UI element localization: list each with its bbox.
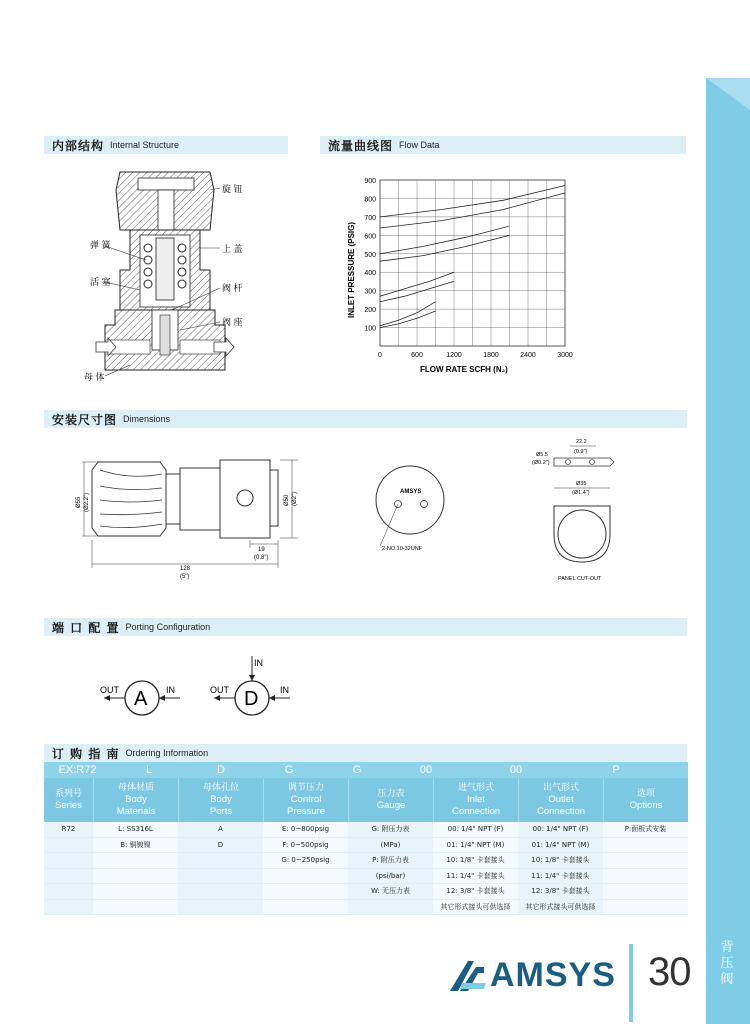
ordering-cell: [178, 900, 263, 916]
port-a-in: IN: [166, 685, 175, 695]
brand-logo: [448, 956, 616, 995]
chart-x-tick: 0: [378, 352, 382, 359]
ordering-cell: P:面板式安装: [603, 822, 688, 838]
chart-x-tick: 1800: [483, 352, 499, 359]
ordering-cell: [603, 869, 688, 885]
ordering-cell: [44, 900, 93, 916]
ordering-header-en2: Pressure: [286, 806, 325, 817]
chart-y-tick: 900: [364, 178, 376, 185]
ordering-header-col: [263, 778, 348, 822]
ordering-header-en1: Inlet: [467, 794, 485, 805]
dim-w222: 22.2: [576, 439, 587, 445]
ordering-cell: [93, 869, 178, 885]
ordering-cell: [93, 853, 178, 869]
side-band: [706, 0, 750, 1024]
section-title-cn: 端 口 配 置: [52, 620, 120, 635]
dim-length: 128: [180, 566, 191, 572]
section-internal-structure: [44, 136, 288, 154]
section-title-en: Flow Data: [399, 140, 440, 150]
dim-d55: Ø55: [76, 496, 82, 508]
section-flow-data: [320, 136, 686, 154]
ordering-header-col: [44, 778, 93, 822]
ordering-cell: [178, 884, 263, 900]
ordering-cell: L: SS316L: [93, 822, 178, 838]
chart-y-tick: 500: [364, 251, 376, 259]
chart-y-tick: 200: [364, 307, 376, 315]
front-brand-text: AMSYS: [400, 489, 422, 495]
ordering-header-cn: 调节压力: [287, 783, 324, 793]
panel-cutout-label: PANEL CUT-OUT: [558, 576, 602, 582]
section-title-en: Porting Configuration: [125, 622, 211, 632]
dim-h19-in: (0.8"): [254, 555, 269, 561]
ordering-header-en1: Outlet: [548, 794, 574, 805]
side-band-diagonal: [706, 0, 750, 120]
port-config-d: [210, 656, 290, 715]
ordering-cell: R72: [44, 822, 93, 838]
ordering-cell: B: 铜镀镍: [93, 838, 178, 854]
ordering-cell: 其它形式接头可供选择: [433, 900, 518, 916]
ex-material: L: [145, 764, 153, 776]
ex-ports: D: [217, 764, 225, 776]
ordering-cell: [603, 900, 688, 916]
chart-x-label: FLOW RATE SCFH (N₂): [420, 365, 508, 374]
ordering-column: [348, 822, 433, 915]
ordering-cell: D: [178, 838, 263, 854]
ordering-cell: [348, 900, 433, 916]
ordering-header-col: [518, 778, 603, 822]
dim-d50: Ø50: [284, 494, 290, 506]
ordering-header-cn: 出气形式: [542, 783, 579, 793]
ordering-cell: G: 附压力表: [348, 822, 433, 838]
port-a-letter: A: [134, 688, 148, 710]
dim-d35-in: (Ø1.4"): [572, 490, 590, 496]
ordering-header-en2: Ports: [209, 806, 233, 817]
ordering-cell: (MPa): [348, 838, 433, 854]
chart-y-tick: 700: [364, 214, 376, 222]
ordering-cell: 01: 1/4" NPT (M): [433, 838, 518, 854]
port-d-letter: D: [244, 688, 259, 710]
brand-logo-icon: [448, 959, 486, 993]
ordering-cell: [44, 853, 93, 869]
ordering-header-col: [433, 778, 518, 822]
chart-y-label: INLET PRESSURE (PSIG): [347, 221, 356, 318]
section-title-cn: 内部结构: [52, 138, 105, 153]
ordering-cell: [44, 884, 93, 900]
ordering-column: [518, 822, 603, 915]
ordering-cell: A: [178, 822, 263, 838]
chart-x-tick: 600: [411, 352, 423, 359]
ordering-cell: [93, 884, 178, 900]
ordering-cell: P: 附压力表: [348, 853, 433, 869]
ordering-cell: [603, 884, 688, 900]
ordering-cell: E: 0~800psig: [263, 822, 348, 838]
page-number: 30: [648, 950, 691, 994]
dim-h19: 19: [258, 547, 265, 553]
ordering-header-en1: Gauge: [376, 800, 406, 811]
ex-pressure: G: [284, 764, 294, 776]
ex-gauge: G: [352, 764, 362, 776]
ordering-cell: W: 无压力表: [348, 884, 433, 900]
ordering-cell: 12: 3/8" 卡套接头: [518, 884, 603, 900]
chart-x-tick: 1200: [446, 352, 462, 359]
ordering-header-en1: Body: [210, 794, 232, 805]
chart-y-tick: 600: [364, 233, 376, 241]
ordering-header-cn: 选项: [636, 789, 655, 799]
dim-d55-in: (Ø2.2"): [84, 492, 90, 512]
ordering-header-col: [93, 778, 178, 822]
ordering-cell: F: 0~500psig: [263, 838, 348, 854]
ex-options: P: [612, 764, 620, 776]
ordering-cell: 01: 1/4" NPT (M): [518, 838, 603, 854]
ordering-cell: 11: 1/4" 卡套接头: [433, 869, 518, 885]
ordering-cell: 00: 1/4" NPT (F): [433, 822, 518, 838]
brand-wordmark: AMSYS: [490, 956, 616, 994]
ordering-cell: (psi/bar): [348, 869, 433, 885]
ordering-cell: [603, 838, 688, 854]
ordering-cell: 其它形式接头可供选择: [518, 900, 603, 916]
ordering-header-en1: Options: [629, 800, 663, 811]
ordering-column: [263, 822, 348, 915]
porting-diagram: [96, 650, 316, 720]
ordering-cell: [603, 853, 688, 869]
ex-inlet: 00: [419, 764, 433, 776]
ordering-header-cn: 进气形式: [457, 783, 494, 793]
chart-y-tick: 400: [364, 270, 376, 278]
ordering-example-row: [44, 762, 688, 778]
ordering-header-cn: 母体材质: [117, 783, 154, 793]
chart-y-tick: 100: [364, 325, 376, 333]
internal-structure-drawing: [60, 160, 290, 400]
ordering-header-en2: Connection: [451, 806, 501, 817]
section-title-cn: 安装尺寸图: [52, 412, 118, 427]
section-title-en: Ordering Information: [125, 748, 209, 758]
ordering-cell: 00: 1/4" NPT (F): [518, 822, 603, 838]
dim-thread: 2-NO.10-32UNF: [382, 546, 423, 552]
ordering-cell: [263, 900, 348, 916]
chart-y-tick: 300: [364, 288, 376, 296]
port-a-out: OUT: [100, 685, 119, 695]
flow-chart: [330, 168, 590, 378]
dim-length-in: (5"): [180, 574, 190, 580]
ordering-cell: [178, 869, 263, 885]
front-view-drawing: [370, 460, 470, 560]
ordering-header-en2: Connection: [536, 806, 586, 817]
ordering-cell: G: 0~250psig: [263, 853, 348, 869]
port-d-in: IN: [280, 685, 289, 695]
ordering-header-col: [603, 778, 688, 822]
ordering-header-en2: Materials: [116, 806, 156, 817]
label-seat: 阀 座: [222, 317, 243, 327]
ordering-header-en1: Body: [125, 794, 147, 805]
section-title-cn: 流量曲线图: [328, 138, 394, 153]
dim-d50-in: (Ø2"): [292, 491, 298, 506]
chart-y-tick: 800: [364, 196, 376, 204]
section-title-en: Internal Structure: [110, 140, 180, 150]
side-view-drawing: [70, 440, 310, 590]
ordering-column: [433, 822, 518, 915]
label-body: 母 体: [84, 372, 105, 382]
ordering-header-cn: 母体孔位: [202, 783, 239, 793]
section-title-cn: 订 购 指 南: [52, 746, 120, 761]
ordering-cell: [44, 869, 93, 885]
ordering-column: [178, 822, 263, 915]
section-title-en: Dimensions: [123, 414, 171, 424]
ordering-header-cn: 系列号: [54, 789, 82, 799]
chart-x-tick: 3000: [557, 352, 573, 359]
ordering-cell: [44, 838, 93, 854]
ordering-header-col: [178, 778, 263, 822]
port-d-top-in: IN: [254, 658, 263, 668]
ordering-header-en1: Series: [55, 800, 82, 811]
ordering-table: [44, 762, 688, 915]
label-spring: 弹 簧: [90, 240, 111, 250]
label-knob: 旋 钮: [222, 184, 243, 194]
section-ordering: [44, 744, 687, 762]
ordering-header-col: [348, 778, 433, 822]
ex-series: EX:R72: [58, 764, 97, 776]
ordering-column: [93, 822, 178, 915]
ordering-cell: 10: 1/8" 卡套接头: [433, 853, 518, 869]
port-config-a: [100, 681, 180, 715]
ordering-column: [603, 822, 688, 915]
ordering-header-row: [44, 778, 688, 822]
chart-x-tick: 2400: [520, 352, 536, 359]
ordering-cell: [93, 900, 178, 916]
dim-d55-small-in: (Ø0.2"): [532, 460, 550, 466]
ordering-header-en1: Control: [290, 794, 322, 805]
panel-cutout-drawing: [530, 436, 640, 586]
label-stem: 阀 杆: [222, 283, 243, 293]
section-dimensions: [44, 410, 687, 428]
dim-d35: Ø35: [576, 481, 587, 487]
dim-d55-small: Ø5.5: [536, 452, 548, 458]
port-d-out: OUT: [210, 685, 229, 695]
ordering-cell: 10: 1/8" 卡套接头: [518, 853, 603, 869]
label-cap: 上 盖: [222, 244, 243, 254]
ex-outlet: 00: [509, 764, 523, 776]
page-number-divider: [629, 944, 633, 1022]
ordering-cell: [263, 884, 348, 900]
section-porting: [44, 618, 687, 636]
ordering-header-cn: 压力表: [377, 789, 405, 799]
ordering-cell: 12: 3/8" 卡套接头: [433, 884, 518, 900]
ordering-cell: [263, 869, 348, 885]
ordering-cell: [178, 853, 263, 869]
dim-w222-in: (0.9"): [574, 449, 588, 455]
ordering-body: [44, 822, 688, 915]
side-category-label: 背 压 阀: [720, 940, 734, 987]
ordering-column: [44, 822, 93, 915]
ordering-cell: 11: 1/4" 卡套接头: [518, 869, 603, 885]
label-piston: 活 塞: [90, 277, 111, 287]
